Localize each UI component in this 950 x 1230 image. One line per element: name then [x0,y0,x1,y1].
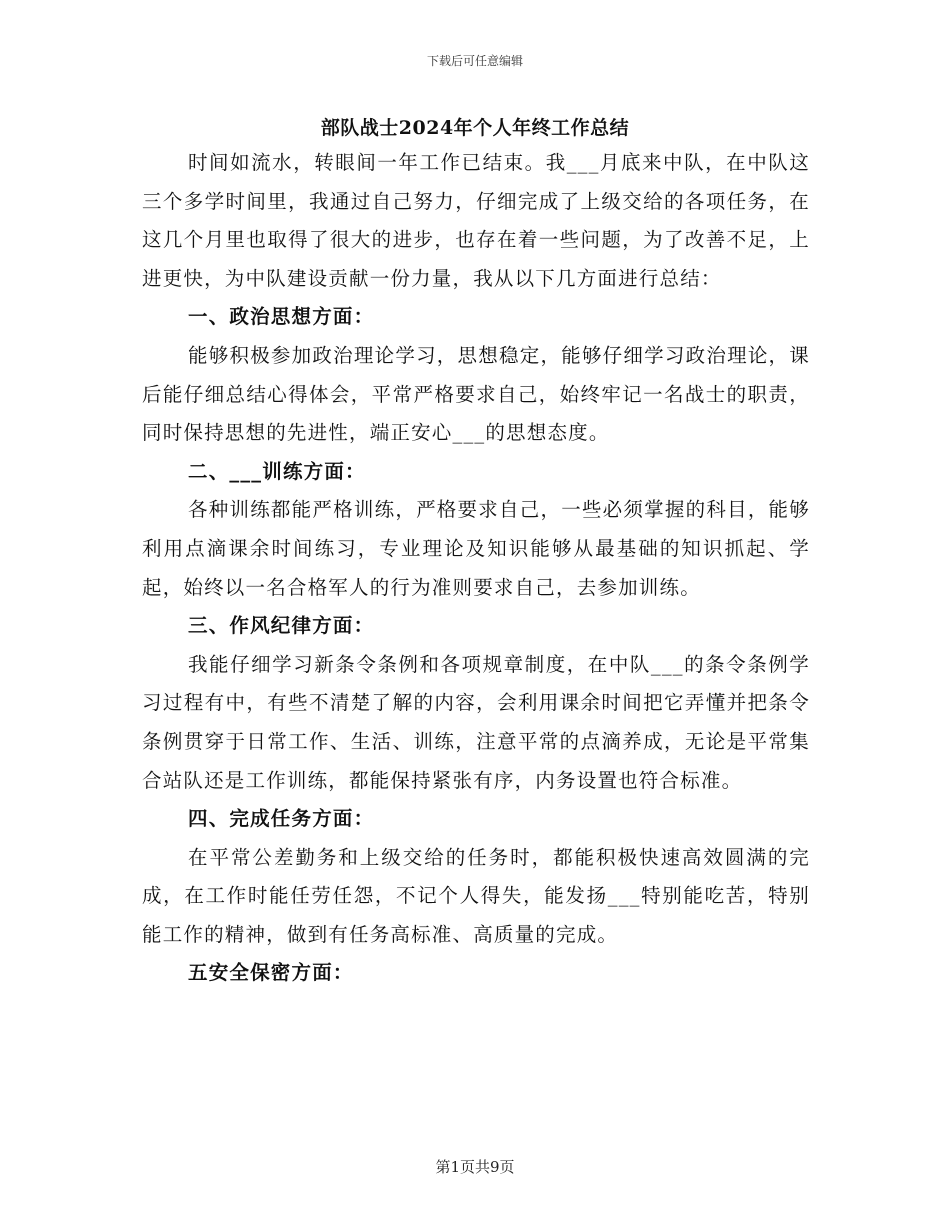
section-heading-training: 二、___训练方面： [188,459,366,483]
header-note: 下载后可任意编辑 [426,54,523,68]
document-body [142,144,810,993]
section-text-discipline: 我能仔细学习新条令条例和各项规章制度，在中队___的条令条例学习过程有中，有些不清楚了解的内容，会利用课余时间把它弄懂并把条令条例贯穿于日常工作、生活、训练，注意平常的点滴养成，无论是平常集合站队还是工作训练，都能保持紧张有序，内务设置也符合标准。 [142,652,810,792]
intro-paragraph: 时间如流水，转眼间一年工作已结束。我___月底来中队，在中队这三个多学时间里，我通过自己努力，仔细完成了上级交给的各项任务，在这几个月里也取得了很大的进步，也存在着一些问题，为了改善不足，上进更快，为中队建设贡献一份力量，我从以下几方面进行总结： [142,151,810,290]
section-text-tasks: 在平常公差勤务和上级交给的任务时，都能积极快速高效圆满的完成，在工作时能任劳任怨，不记个人得失，能发扬___特别能吃苦，特别能工作的精神，做到有任务高标准、高质量的完成。 [142,845,810,946]
section-heading-politics: 一、政治思想方面： [188,305,375,329]
section-heading-discipline: 三、作风纪律方面： [188,614,375,638]
section-text-training: 各种训练都能严格训练，严格要求自己，一些必须掌握的科目，能够利用点滴课余时间练习，专业理论及知识能够从最基础的知识抓起、学起，始终以一名合格军人的行为准则要求自己，去参加训练。 [142,498,810,599]
section-heading-tasks: 四、完成任务方面： [188,807,375,831]
section-heading-security: 五安全保密方面： [188,961,354,985]
section-text-politics: 能够积极参加政治理论学习，思想稳定，能够仔细学习政治理论，课后能仔细总结心得体会，平常严格要求自己，始终牢记一名战士的职责，同时保持思想的先进性，端正安心___的思想态度。 [142,343,810,445]
page-footer: 第1页共9页 [435,1158,515,1176]
document-title: 部队战士2024年个人年终工作总结 [320,117,630,139]
